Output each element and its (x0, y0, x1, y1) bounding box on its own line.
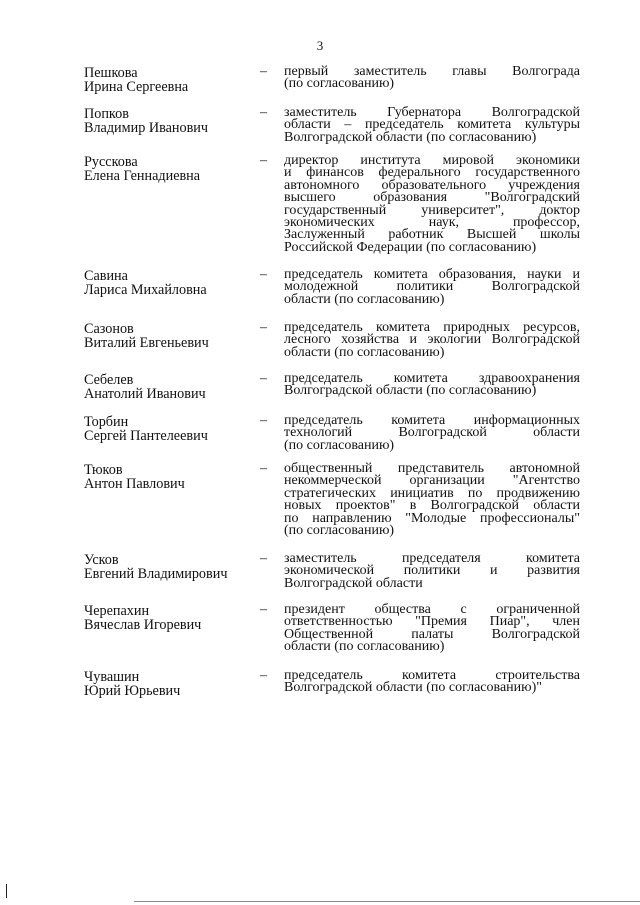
member-position (284, 107, 580, 144)
position-line: области – председатель комитета культуры (284, 117, 580, 133)
position-line: молодежной политики Волгоградской (284, 279, 580, 295)
member-position (284, 269, 580, 306)
position-line: области (по согласованию) (284, 291, 445, 307)
position-line: (по согласованию) (284, 437, 395, 453)
separator-dash: – (260, 105, 267, 120)
position-line: Волгоградской области (по согласованию) (284, 129, 537, 145)
position-line: председатель комитета природных ресурсов, (284, 320, 580, 335)
member-position (284, 66, 580, 91)
position-line: новых проектов" в Волгоградской области (284, 498, 580, 514)
separator-dash: – (260, 461, 267, 476)
member-name (84, 66, 254, 95)
position-line: заместитель председателя комитета (284, 551, 580, 566)
position-line: лесного хозяйства и экологии Волгоградской (284, 332, 580, 348)
member-position (284, 322, 580, 359)
member-name (84, 463, 254, 492)
member-name (84, 670, 254, 699)
member-surname: Тюков (84, 462, 123, 478)
member-surname: Усков (84, 552, 119, 568)
member-surname: Чувашин (84, 669, 140, 685)
position-line: Российской Федерации (по согласованию) (284, 239, 537, 255)
position-line: (по согласованию) (284, 523, 395, 539)
position-line: (по согласованию) (284, 76, 395, 92)
member-surname: Себелев (84, 372, 134, 388)
separator-dash: – (260, 267, 267, 282)
member-surname: Торбин (84, 414, 129, 430)
member-surname: Попков (84, 106, 129, 122)
position-line: области (по согласованию) (284, 344, 445, 360)
member-given-names: Владимир Иванович (84, 120, 209, 137)
position-line: Волгоградской области (по согласованию) (284, 383, 537, 399)
separator-dash: – (260, 153, 267, 168)
member-position (284, 415, 580, 452)
position-line: председатель комитета строительства (284, 668, 580, 683)
member-given-names: Елена Геннадиевна (84, 168, 201, 185)
position-line: президент общества с ограниченной (284, 602, 580, 617)
member-position (284, 155, 580, 254)
member-name (84, 553, 254, 582)
position-line: государственный университет", доктор (284, 202, 580, 218)
position-line: высшего образования "Волгоградский (284, 190, 580, 206)
member-name (84, 107, 254, 136)
position-line: и финансов федерального государственного (284, 165, 580, 181)
position-line: Волгоградской области (284, 575, 423, 591)
position-line: технологий Волгоградской области (284, 425, 580, 441)
scan-bottom-edge (134, 901, 640, 902)
separator-dash: – (260, 64, 267, 79)
member-name (84, 415, 254, 444)
member-given-names: Вячеслав Игоревич (84, 617, 202, 634)
separator-dash: – (260, 320, 267, 335)
member-given-names: Анатолий Иванович (84, 386, 206, 403)
position-line: общественный представитель автономной (284, 461, 580, 476)
position-line: некоммерческой организации "Агентство (284, 473, 580, 489)
member-name (84, 269, 254, 298)
position-line: Волгоградской области (по согласованию)" (284, 680, 542, 696)
separator-dash: – (260, 413, 267, 428)
member-surname: Черепахин (84, 603, 150, 619)
position-line: Общественной палаты Волгоградской (284, 626, 580, 642)
separator-dash: – (260, 602, 267, 617)
position-line: области (по согласованию) (284, 639, 445, 655)
member-position (284, 463, 580, 537)
member-surname: Русскова (84, 154, 138, 170)
member-name (84, 604, 254, 633)
separator-dash: – (260, 371, 267, 386)
position-line: автономного образовательного учреждения (284, 177, 580, 193)
member-name (84, 373, 254, 402)
position-line: ответственностью "Премия Пиар", член (284, 614, 580, 630)
position-line: председатель комитета образования, науки и (284, 267, 580, 282)
member-surname: Пешкова (84, 65, 138, 81)
position-line: экономической политики и развития (284, 563, 580, 579)
member-position (284, 670, 580, 695)
member-name (84, 322, 254, 351)
scan-margin-mark (6, 884, 7, 898)
position-line: директор института мировой экономики (284, 153, 580, 168)
member-position (284, 604, 580, 654)
member-surname: Савина (84, 268, 128, 284)
position-line: экономических наук, профессор, (284, 215, 580, 231)
member-given-names: Ирина Сергеевна (84, 79, 189, 96)
position-line: первый заместитель главы Волгограда (284, 64, 580, 79)
position-line: заместитель Губернатора Волгоградской (284, 105, 580, 120)
member-position (284, 373, 580, 398)
member-surname: Сазонов (84, 321, 134, 337)
position-line: стратегических инициатив по продвижению (284, 485, 580, 501)
separator-dash: – (260, 668, 267, 683)
position-line: по направлению "Молодые профессионалы" (284, 510, 580, 526)
member-given-names: Евгений Владимирович (84, 566, 228, 583)
page-number: 3 (316, 38, 324, 53)
member-given-names: Антон Павлович (84, 476, 185, 493)
position-line: Заслуженный работник Высшей школы (284, 227, 580, 243)
position-line: председатель комитета информационных (284, 413, 580, 428)
member-given-names: Виталий Евгеньевич (84, 335, 209, 352)
member-given-names: Лариса Михайловна (84, 282, 207, 299)
member-position (284, 553, 580, 590)
position-line: председатель комитета здравоохранения (284, 371, 580, 386)
member-given-names: Юрий Юрьевич (84, 683, 181, 700)
separator-dash: – (260, 551, 267, 566)
member-name (84, 155, 254, 184)
member-given-names: Сергей Пантелеевич (84, 428, 208, 445)
